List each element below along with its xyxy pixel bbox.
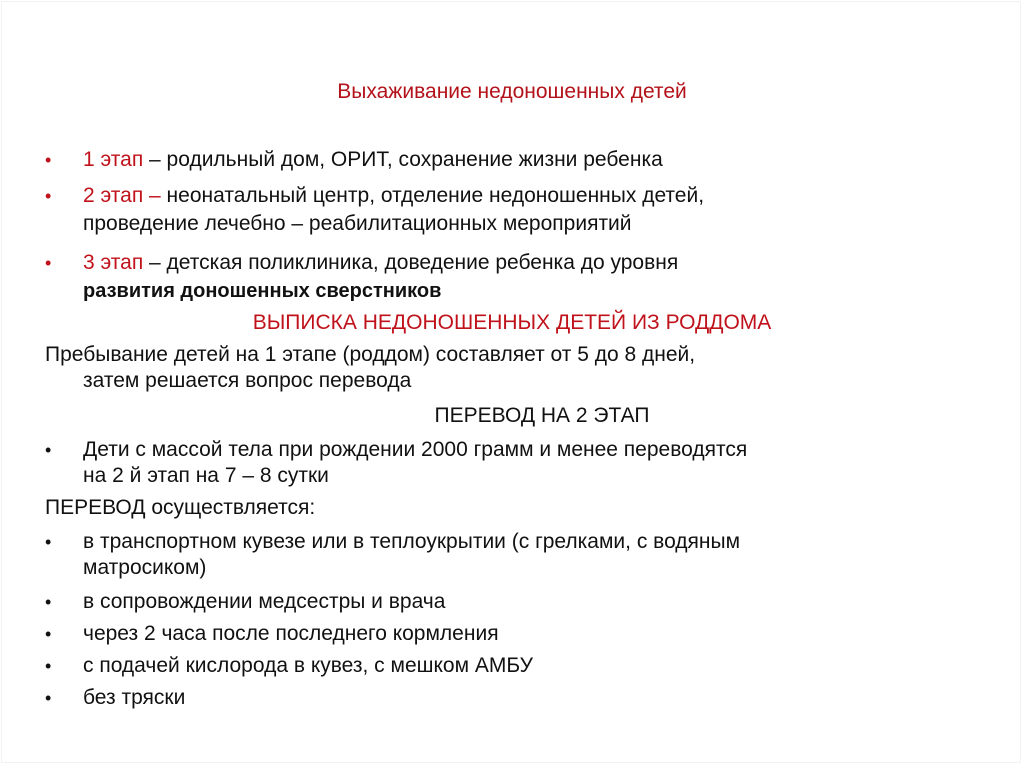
stage-3-item <box>83 251 678 275</box>
bullet-icon: • <box>45 656 52 676</box>
stage-2-label: 2 этап – <box>83 184 161 207</box>
bullet-icon: • <box>45 253 52 273</box>
transfer-how: ПЕРЕВОД осуществляется: <box>45 496 316 519</box>
condition-item-cont: матросиком) <box>83 556 207 579</box>
bullet-icon: • <box>45 688 52 708</box>
stage-2-text-cont: проведение лечебно – реабилитационных мероприятий <box>83 212 632 235</box>
bullet-icon: • <box>45 592 52 612</box>
condition-item: в сопровождении медсестры и врача <box>83 590 446 613</box>
stage-3-text: – детская поликлиника, доведение ребенка до уровня <box>143 251 679 274</box>
bullet-icon: • <box>45 532 52 552</box>
stage-1-label: 1 этап <box>83 148 144 171</box>
stay-text-cont: затем решается вопрос перевода <box>83 369 412 392</box>
bullet-icon: • <box>45 186 52 206</box>
bullet-icon: • <box>45 150 52 170</box>
transfer-heading: ПЕРЕВОД НА 2 ЭТАП <box>434 404 650 427</box>
discharge-heading: ВЫПИСКА НЕДОНОШЕННЫХ ДЕТЕЙ ИЗ РОДДОМА <box>252 311 772 334</box>
condition-item: без тряски <box>83 686 186 709</box>
stage-1-item <box>83 148 663 172</box>
condition-item: через 2 часа после последнего кормления <box>83 622 499 645</box>
condition-item: в транспортном кувезе или в теплоукрытии (с грелками, с водяным <box>83 530 741 553</box>
stage-2-text: неонатальный центр, отделение недоношенных детей, <box>160 184 705 207</box>
condition-item: с подачей кислорода в кувез, с мешком АМБУ <box>83 654 533 677</box>
stage-3-label: 3 этап <box>83 251 144 274</box>
stay-text: Пребывание детей на 1 этапе (роддом) составляет от 5 до 8 дней, <box>45 343 696 366</box>
stage-1-text: – родильный дом, ОРИТ, сохранение жизни ребенка <box>143 148 663 171</box>
stage-2-item <box>83 184 704 208</box>
bullet-icon: • <box>45 624 52 644</box>
slide-title: Выхаживание недоношенных детей <box>337 80 687 103</box>
bullet-icon: • <box>45 440 52 460</box>
transfer-criteria-cont: на 2 й этап на 7 – 8 сутки <box>83 464 329 487</box>
stage-3-text-cont: развития доношенных сверстников <box>83 280 442 302</box>
transfer-criteria: Дети с массой тела при рождении 2000 грамм и менее переводятся <box>83 438 748 461</box>
